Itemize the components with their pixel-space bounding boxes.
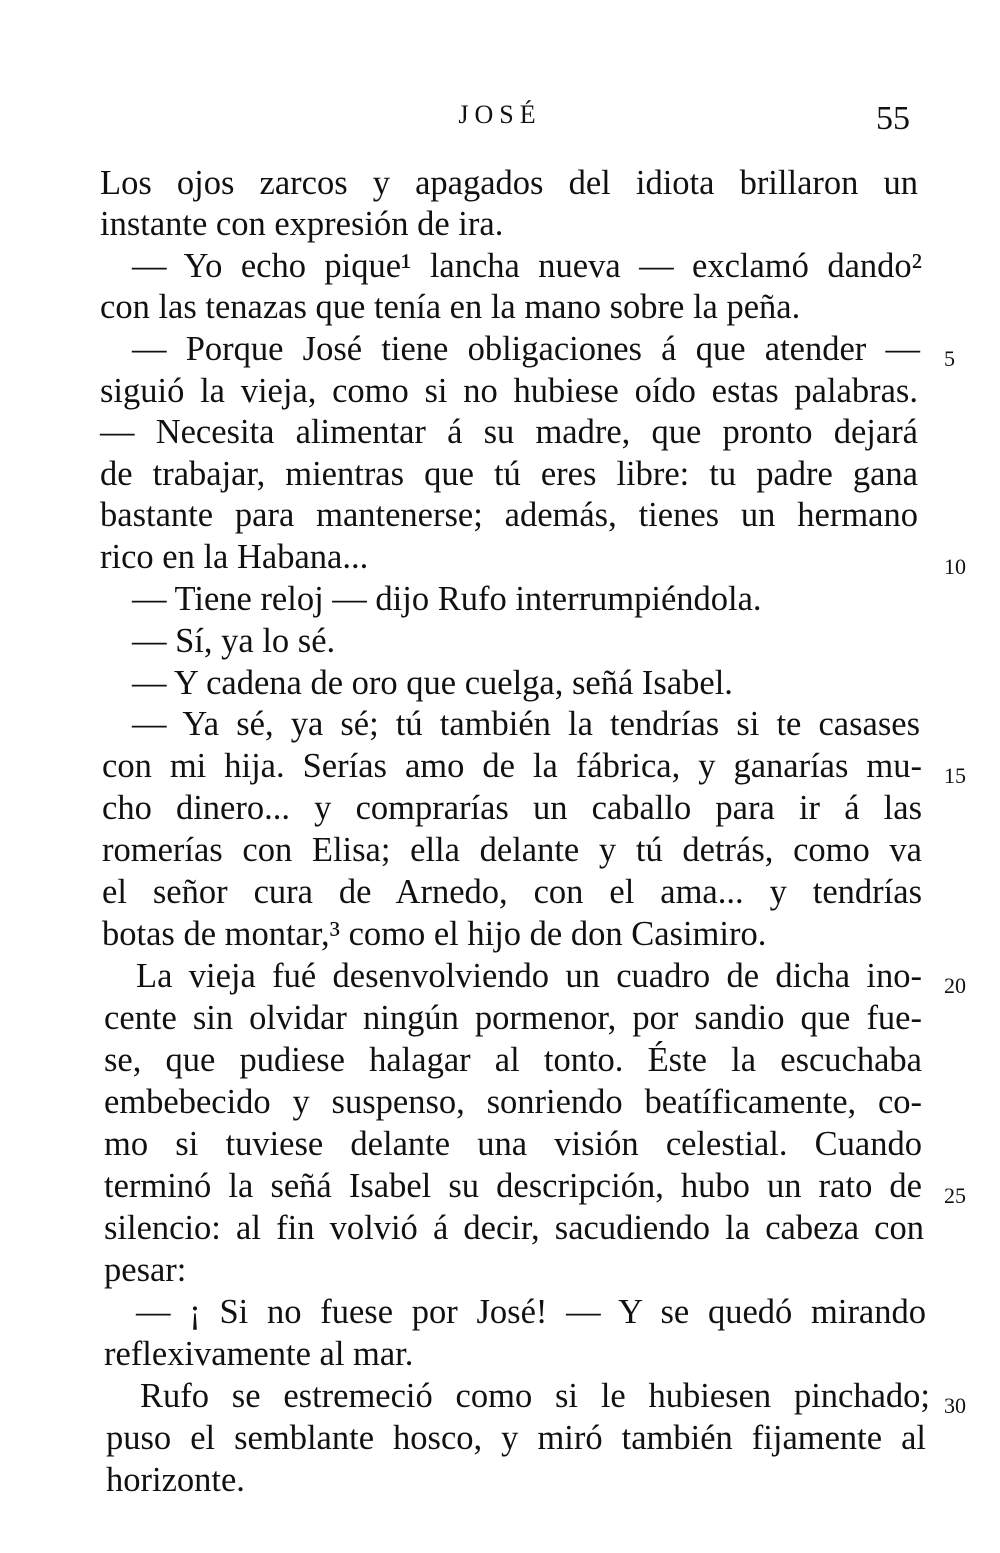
text-line: cente sin olvidar ningún pormenor, por sandio que fue- [104,999,922,1037]
text-line: bastante para mantenerse; además, tienes un hermano [100,496,918,534]
line-number: 30 [944,1393,966,1418]
text-line: — Porque José tiene obligaciones á que atender — [132,330,920,368]
text-line: terminó la señá Isabel su descripción, hubo un rato de [104,1167,922,1205]
text-line: instante con expresión de ira. [100,205,504,243]
text-line: — Necesita alimentar á su madre, que pronto dejará [100,413,918,451]
running-title: JOSÉ [458,100,542,129]
line-number: 5 [944,346,955,371]
text-line: — Ya sé, ya sé; tú también la tendrías si te casases [132,705,920,743]
text-line: romerías con Elisa; ella delante y tú detrás, como va [102,831,922,869]
text-line: botas de montar,³ como el hijo de don Casimiro. [102,915,767,953]
text-line: Los ojos zarcos y apagados del idiota brillaron un [100,164,918,202]
text-line: — Yo echo pique¹ lancha nueva — exclamó dando² [132,247,922,285]
text-line: Rufo se estremeció como si le hubiesen pinchado; [140,1377,930,1415]
text-line: horizonte. [106,1461,245,1499]
text-line: pesar: [104,1251,187,1289]
page-number: 55 [876,100,910,137]
text-line: silencio: al fin volvió á decir, sacudiendo la cabeza con [104,1209,924,1247]
text-line: — Y cadena de oro que cuelga, señá Isabel. [132,664,733,702]
text-line: reflexivamente al mar. [104,1335,414,1373]
text-line: mo si tuviese delante una visión celestial. Cuando [104,1125,922,1163]
line-number: 25 [944,1183,966,1208]
text-line: de trabajar, mientras que tú eres libre: tu padre gana [100,455,918,493]
text-line: puso el semblante hosco, y miró también fijamente al [106,1419,926,1457]
text-line: rico en la Habana... [100,538,369,576]
text-line: — Sí, ya lo sé. [132,622,336,660]
line-number: 20 [944,973,966,998]
line-number: 10 [944,554,966,579]
text-line: — ¡ Si no fuese por José! — Y se quedó mirando [136,1293,926,1331]
text-line: La vieja fué desenvolviendo un cuadro de dicha ino- [136,957,922,995]
text-line: con las tenazas que tenía en la mano sobre la peña. [100,288,801,326]
text-line: siguió la vieja, como si no hubiese oído estas palabras. [100,372,918,410]
text-line: con mi hija. Serías amo de la fábrica, y ganarías mu- [102,747,922,785]
text-line: embebecido y suspenso, sonriendo beatíficamente, co- [104,1083,922,1121]
line-number: 15 [944,763,966,788]
text-line: cho dinero... y comprarías un caballo para ir á las [102,789,922,827]
text-line: — Tiene reloj — dijo Rufo interrumpiéndola. [132,580,762,618]
text-line: se, que pudiese halagar al tonto. Éste la escuchaba [104,1041,922,1079]
text-line: el señor cura de Arnedo, con el ama... y tendrías [102,873,922,911]
